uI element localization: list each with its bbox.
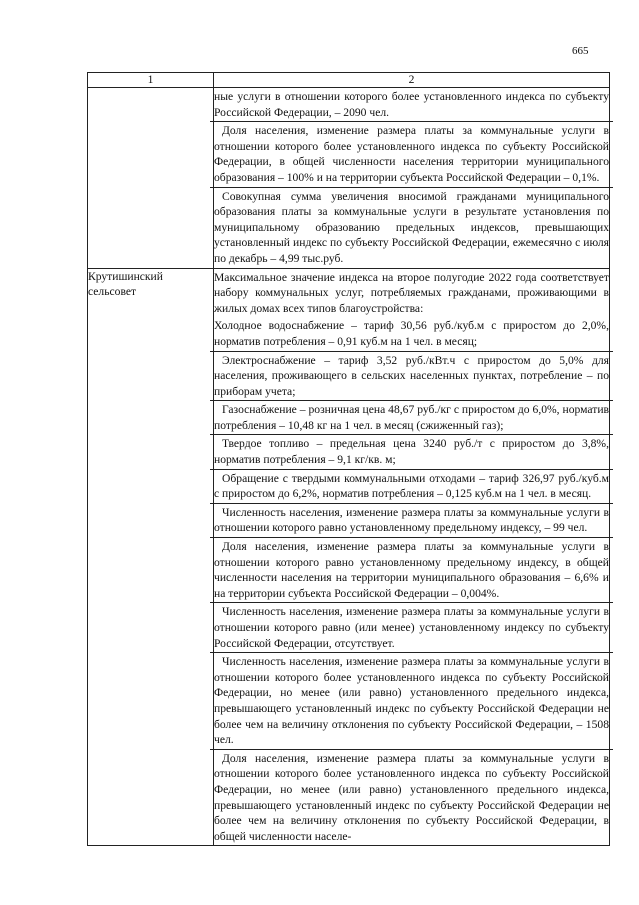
row-1-content (214, 88, 610, 269)
row-1-name (88, 88, 214, 269)
row-2-paragraph: Численность населения, изменение размера платы за коммунальные услуги в отношении которого более установленного индекса по субъекту Российской Федерации, но менее (или равно) установленного предельного индекса, превышающего установленный индекс по субъекту Российской Федерации не более чем на величину отклонения по субъекту Российской Федерации, – 1508 чел. (210, 652, 613, 749)
page-number: 665 (572, 45, 589, 57)
row-2-paragraph: Холодное водоснабжение – тариф 30,56 руб./куб.м с приростом до 2,0%, норматив потребления – 0,91 куб.м на 1 чел. в месяц; (214, 319, 609, 348)
row-2-paragraph: Доля населения, изменение размера платы за коммунальные услуги в отношении которого более установленного индекса по субъекту Российской Федерации, но менее (или равно) установленного предельного индекса, превышающего установленный индекс по субъекту Российской Федерации не более чем на величину отклонения по субъекту Российской Федерации, в общей численности населе- (210, 749, 613, 846)
row-1-paragraph: ные услуги в отношении которого более установленного индекса по субъекту Российской Федерации, – 2090 чел. (214, 90, 609, 119)
row-2-name: Крутишинский сельсовет (88, 268, 214, 846)
table-row (88, 88, 610, 269)
row-2-paragraph: Электроснабжение – тариф 3,52 руб./кВт.ч с приростом до 5,0% для населения, проживающего в сельских населенных пунктах, потребление – по приборам учета; (210, 351, 613, 401)
row-2-paragraph: Максимальное значение индекса на второе полугодие 2022 года соответствует набору коммунальных услуг, потребляемых гражданами, проживающими в жилых домах всех типов благоустройства: (214, 270, 609, 315)
row-1-paragraph: Доля населения, изменение размера платы за коммунальные услуги в отношении которого более установленного индекса по субъекту Российской Федерации, в общей численности населения территории муниципального образования – 100% и на территории субъекта Российской Федерации – 0,1%. (210, 121, 613, 186)
row-2-paragraph: Обращение с твердыми коммунальными отходами – тариф 326,97 руб./куб.м с приростом до 6,2%, норматив потребления – 0,125 куб.м на 1 чел. в месяц. (210, 469, 613, 503)
table-header-row (88, 73, 610, 88)
header-col-1: 1 (88, 73, 214, 88)
table-row (88, 268, 610, 846)
row-2-paragraph: Доля населения, изменение размера платы за коммунальные услуги в отношении которого равно установленному предельному индексу, в общей численности населения на территории муниципального образования – 6,6% и на территории субъекта Российской Федерации – 0,004%. (210, 537, 613, 602)
header-col-2: 2 (214, 73, 610, 88)
row-2-content (214, 268, 610, 846)
document-table (87, 72, 610, 846)
row-1-paragraph: Совокупная сумма увеличения вносимой гражданами муниципального образования платы за коммунальные услуги в результате установления по муниципальному образованию предельных индексов, превышающих установленный индекс по субъекту Российской Федерации, ежемесячно с июля по декабрь – 4,99 тыс.руб. (210, 187, 613, 268)
row-2-paragraph: Численность населения, изменение размера платы за коммунальные услуги в отношении которого равно установленному предельному индексу, – 99 чел. (210, 503, 613, 537)
row-2-paragraph: Твердое топливо – предельная цена 3240 руб./т с приростом до 3,8%, норматив потребления – 9,1 кг/кв. м; (210, 434, 613, 468)
row-2-paragraph: Газоснабжение – розничная цена 48,67 руб./кг с приростом до 6,0%, норматив потребления – 10,48 кг на 1 чел. в месяц (сжиженный газ); (210, 400, 613, 434)
row-2-paragraph: Численность населения, изменение размера платы за коммунальные услуги в отношении которого равно (или менее) установленному индексу по субъекту Российской Федерации, отсутствует. (210, 602, 613, 652)
